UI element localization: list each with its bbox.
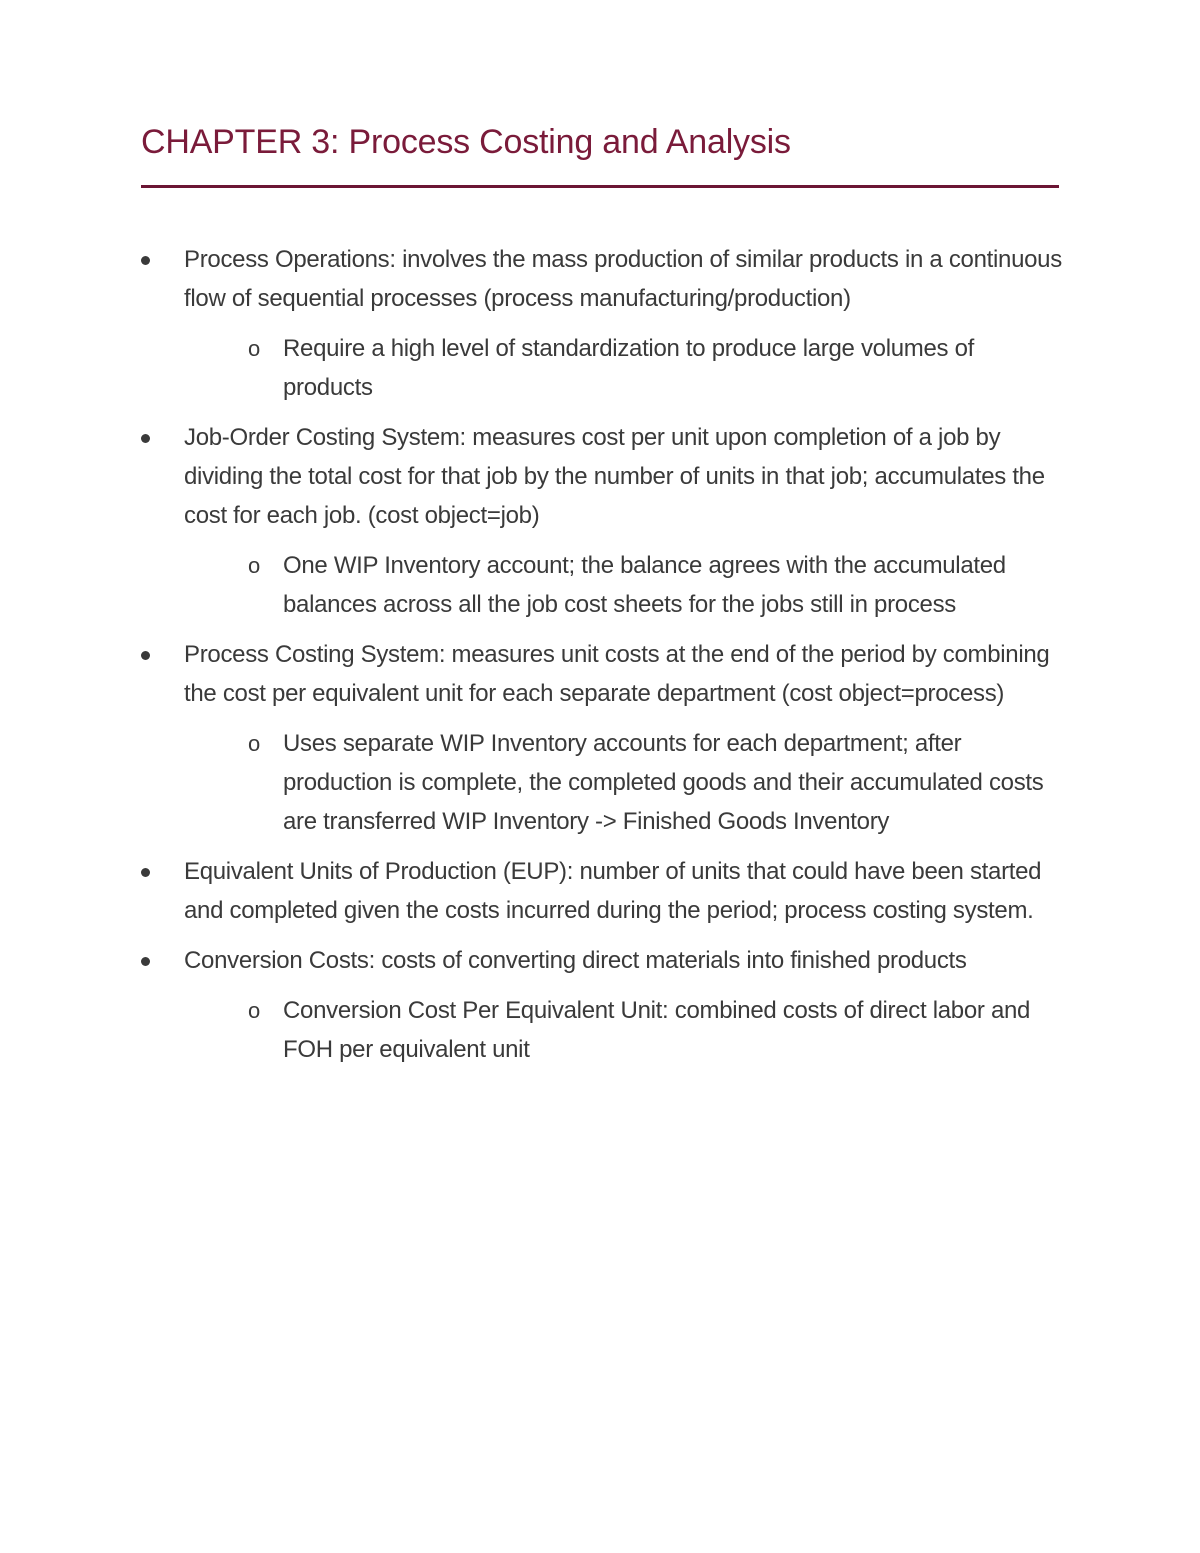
list-item <box>0 635 1064 713</box>
list-item <box>0 852 1064 930</box>
bullet-icon <box>141 651 150 660</box>
sub-bullet-marker: o <box>248 336 260 361</box>
list-item <box>0 941 1064 980</box>
list-item <box>0 418 1064 535</box>
sub-list-item-text: Uses separate WIP Inventory accounts for each department; after production is complete, the completed goods and their accumulated costs are transferred WIP Inventory -> Finished Goods Inventory <box>283 730 1044 835</box>
sub-bullet-marker: o <box>248 731 260 756</box>
sub-bullet-marker: o <box>248 998 260 1023</box>
document-body <box>0 240 1200 1069</box>
bullet-icon <box>141 434 150 443</box>
title-divider <box>141 185 1059 188</box>
sub-bullet-marker: o <box>248 553 260 578</box>
bullet-icon <box>141 868 150 877</box>
bullet-icon <box>141 256 150 265</box>
sub-list-item <box>0 329 1063 407</box>
list-item-text: Equivalent Units of Production (EUP): number of units that could have been started and completed given the costs incurred during the period; process costing system. <box>184 858 1042 924</box>
sub-list-item <box>0 546 1063 624</box>
page-title: CHAPTER 3: Process Costing and Analysis <box>141 123 791 161</box>
sub-list-item-text: Require a high level of standardization to produce large volumes of products <box>283 335 974 401</box>
sub-list-item <box>0 991 1063 1069</box>
list-item <box>0 240 1064 318</box>
list-item-text: Conversion Costs: costs of converting direct materials into finished products <box>184 947 967 974</box>
bullet-icon <box>141 957 150 966</box>
list-item-text: Process Operations: involves the mass production of similar products in a continuous flow of sequential processes (process manufacturing/production) <box>184 246 1062 312</box>
sub-list-item-text: One WIP Inventory account; the balance agrees with the accumulated balances across all the job cost sheets for the jobs still in process <box>283 552 1006 618</box>
list-item-text: Job-Order Costing System: measures cost per unit upon completion of a job by dividing the total cost for that job by the number of units in that job; accumulates the cost for each job. (cost object=job) <box>184 424 1045 529</box>
list-item-text: Process Costing System: measures unit costs at the end of the period by combining the cost per equivalent unit for each separate department (cost object=process) <box>184 641 1050 707</box>
sub-list-item-text: Conversion Cost Per Equivalent Unit: combined costs of direct labor and FOH per equivalent unit <box>283 997 1031 1063</box>
sub-list-item <box>0 724 1063 841</box>
